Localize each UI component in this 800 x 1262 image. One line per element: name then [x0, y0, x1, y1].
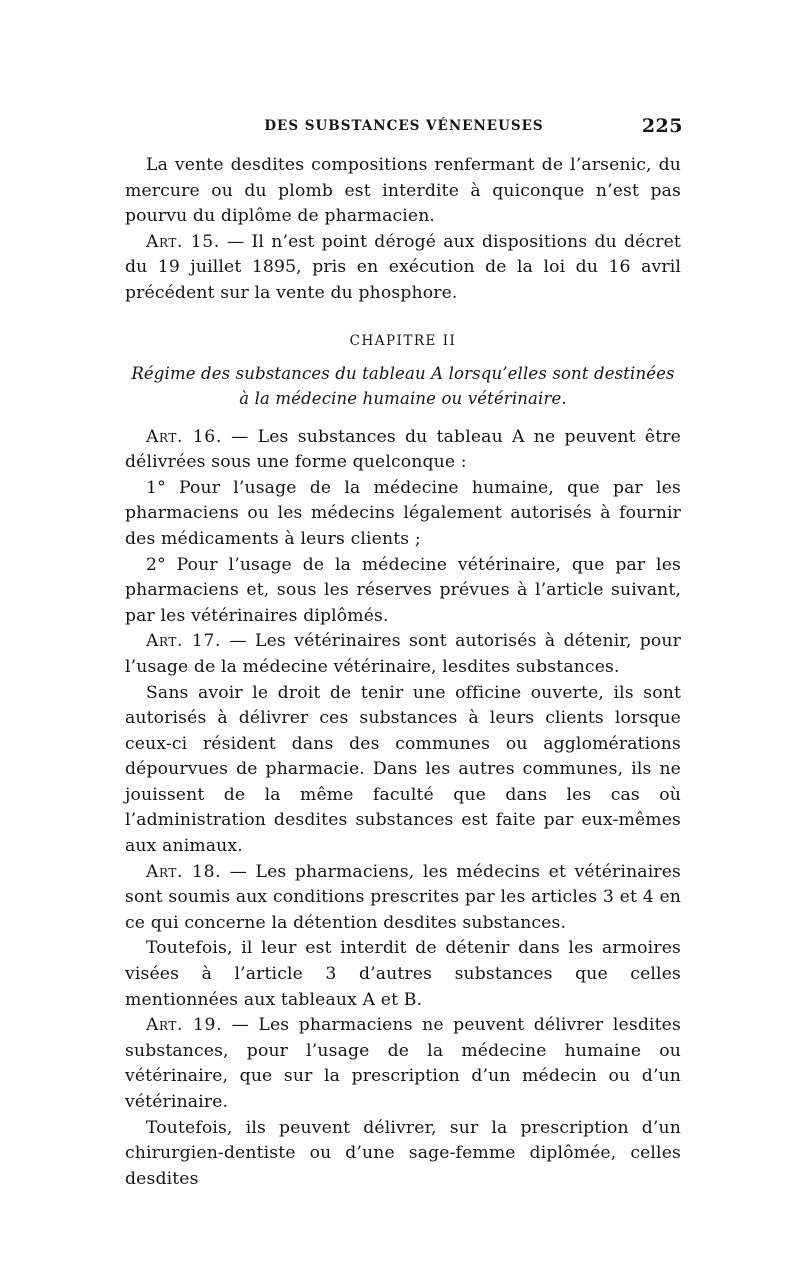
article-17: [125, 629, 681, 680]
paragraph-dentist-midwife: [125, 1116, 681, 1193]
paragraph-text: La vente desdites compositions renfermant de l’arsenic, du mercure ou du plomb est interdite à quiconque n’est pas pourvu du diplôme de pharmacien.: [125, 155, 681, 227]
article-text: — Les pharmaciens, les médecins et vétérinaires sont soumis aux conditions prescrites par les articles 3 et 4 en ce qui concerne la détention desdites substances.: [125, 861, 681, 933]
article-text: — Les vétérinaires sont autorisés à détenir, pour l’usage de la médecine vétérinaire, lesdites substances.: [125, 631, 681, 677]
chapter-subtitle-line: Régime des substances du tableau A lorsqu’elles sont destinées: [131, 363, 675, 383]
running-head: [125, 115, 683, 142]
body-text: [125, 153, 681, 1192]
paragraph-text: Sans avoir le droit de tenir une officine ouverte, ils sont autorisés à délivrer ces substances à leurs clients lorsque ceux-ci résident dans des communes ou agglomérations dépourvues de pharmacie. Dans les autres communes, ils ne jouissent de la même faculté que dans les cas où l’administration desdites substances est faite par eux-mêmes aux animaux.: [125, 682, 681, 857]
article-18: [125, 860, 681, 937]
chapter-subtitle-line: à la médecine humaine ou vétérinaire.: [239, 388, 567, 408]
paragraph-veterinary-dispensing: [125, 681, 681, 860]
paragraph-text: 2° Pour l’usage de la médecine vétérinaire, que par les pharmaciens et, sous les réserves prévues à l’article suivant, par les vétérinaires diplômés.: [125, 554, 681, 626]
chapter-subtitle: [125, 361, 681, 411]
article-label: Art. 16.: [146, 426, 222, 447]
article-label: Art. 18.: [146, 861, 222, 882]
article-19: [125, 1013, 681, 1115]
paragraph-storage-restriction: [125, 936, 681, 1013]
paragraph-text: Toutefois, ils peuvent délivrer, sur la prescription d’un chirurgien-dentiste ou d’une sage-femme diplômée, celles desdites: [125, 1117, 681, 1189]
article-label: Art. 19.: [146, 1015, 223, 1036]
list-item-human-medicine: [125, 476, 681, 553]
article-16: [125, 425, 681, 476]
chapter-heading: CHAPITRE II: [349, 332, 457, 349]
paragraph-text: 1° Pour l’usage de la médecine humaine, que par les pharmaciens ou les médecins légalement autorisés à fournir des médicaments à leurs clients ;: [125, 477, 681, 549]
article-label: Art. 17.: [146, 631, 222, 652]
article-15: [125, 230, 681, 307]
article-label: Art. 15.: [146, 231, 220, 252]
list-item-veterinary-medicine: [125, 553, 681, 630]
article-text: — Les pharmaciens ne peuvent délivrer lesdites substances, pour l’usage de la médecine humaine ou vétérinaire, que sur la prescription d’un médecin ou d’un vétérinaire.: [125, 1015, 681, 1112]
article-text: — Les substances du tableau A ne peuvent être délivrées sous une forme quelconque :: [125, 426, 681, 473]
running-title: DES SUBSTANCES VÉNENEUSES: [264, 118, 544, 134]
paragraph-sale-restriction: [125, 153, 681, 230]
article-text: — Il n’est point dérogé aux dispositions du décret du 19 juillet 1895, pris en exécution de la loi du 16 avril précédent sur la vente du phosphore.: [125, 231, 681, 303]
paragraph-text: Toutefois, il leur est interdit de détenir dans les armoires visées à l’article 3 d’autres substances que celles mentionnées aux tableaux A et B.: [125, 938, 681, 1010]
page-number: 225: [641, 115, 683, 137]
